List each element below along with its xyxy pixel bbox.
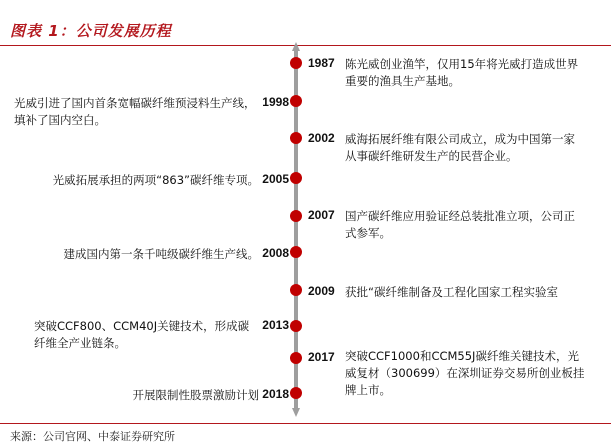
event-text-2002: 威海拓展纤维有限公司成立，成为中国第一家从事碳纤维研发生产的民营企业。 [345, 132, 575, 163]
event-text-2007: 国产碳纤维应用验证经总装批准立项，公司正式参军。 [345, 209, 575, 240]
figure-title: 图表 1：公司发展历程 [10, 22, 172, 40]
timeline-dot-2002 [290, 132, 302, 144]
event-year-2018: 2018 [262, 387, 289, 401]
event-text-2005: 光威拓展承担的两项“863”碳纤维专项。 [52, 173, 259, 187]
timeline-dot-1987 [290, 57, 302, 69]
event-year-2013: 2013 [262, 318, 289, 332]
timeline-dot-2013 [290, 320, 302, 332]
event-text-2018: 开展限制性股票激励计划 [132, 388, 259, 402]
timeline-dot-2009 [290, 284, 302, 296]
event-text-2008: 建成国内第一条千吨级碳纤维生产线。 [63, 247, 259, 261]
event-year-2002: 2002 [308, 131, 335, 145]
event-year-2007: 2007 [308, 208, 335, 222]
event-year-2008: 2008 [262, 246, 289, 260]
axis-arrow-down-icon [292, 408, 300, 417]
timeline-dot-2005 [290, 172, 302, 184]
timeline-dot-2017 [290, 352, 302, 364]
event-year-2009: 2009 [308, 284, 335, 298]
event-text-1998: 光威引进了国内首条宽幅碳纤维预浸料生产线，填补了国内空白。 [14, 96, 256, 127]
timeline-dot-2008 [290, 246, 302, 258]
event-text-2009: 获批“碳纤维制备及工程化国家工程实验室 [345, 285, 558, 299]
event-text-2017: 突破CCF1000和CCM55J碳纤维关键技术，光威复材（300699）在深圳证券交易所创业板挂牌上市。 [345, 349, 585, 397]
footer-divider [0, 423, 611, 424]
source-note: 来源：公司官网、中泰证券研究所 [10, 430, 175, 443]
timeline-dot-2018 [290, 387, 302, 399]
event-year-1998: 1998 [262, 95, 289, 109]
event-year-1987: 1987 [308, 56, 335, 70]
timeline-dot-1998 [290, 95, 302, 107]
event-text-1987: 陈光威创业渔竿，仅用15年将光威打造成世界重要的渔具生产基地。 [345, 57, 579, 88]
title-divider [0, 45, 611, 46]
timeline-dot-2007 [290, 210, 302, 222]
event-text-2013: 突破CCF800、CCM40J关键技术，形成碳纤维全产业链条。 [34, 319, 250, 350]
event-year-2017: 2017 [308, 350, 335, 364]
event-year-2005: 2005 [262, 172, 289, 186]
